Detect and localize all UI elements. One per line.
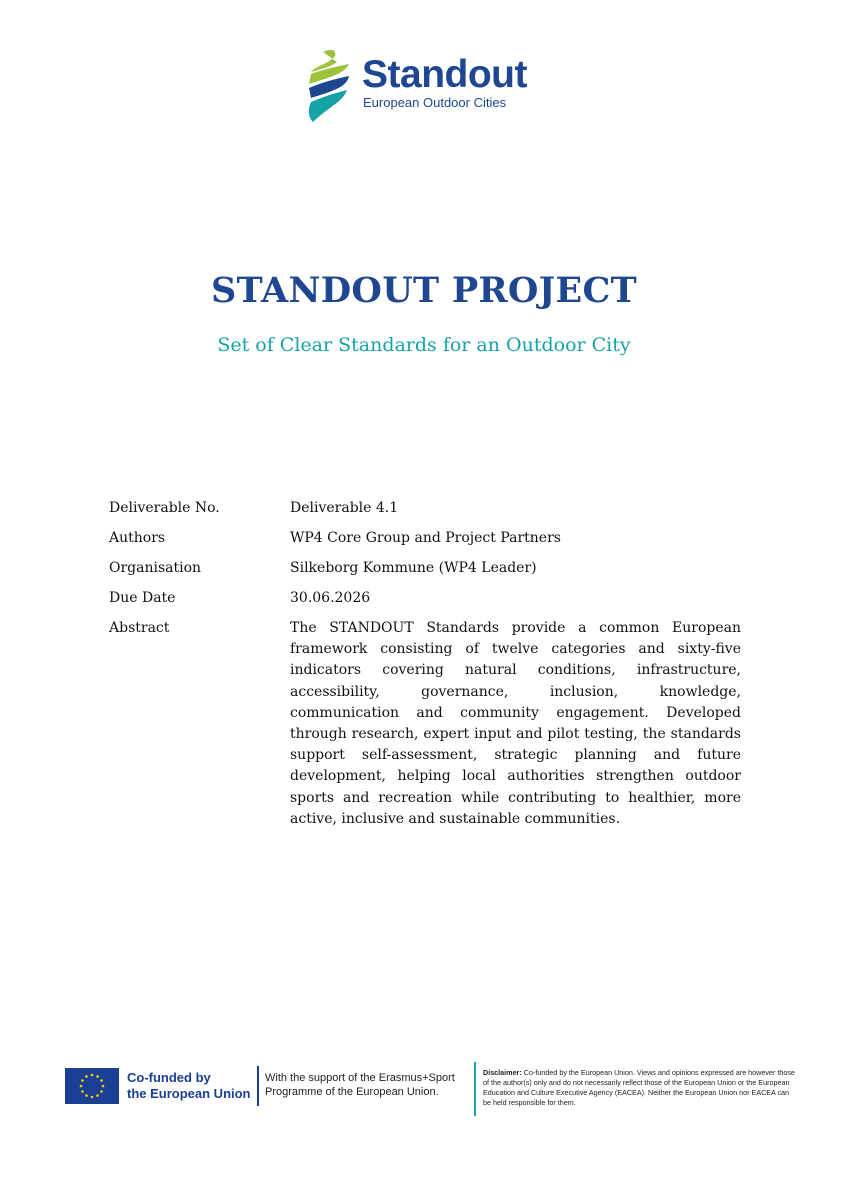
meta-label: Abstract bbox=[109, 620, 170, 636]
cofunded-line-1: Co-funded by bbox=[127, 1070, 211, 1085]
metadata-table bbox=[109, 498, 741, 839]
support-text bbox=[265, 1071, 455, 1099]
meta-value: 30.06.2026 bbox=[290, 590, 371, 606]
disclaimer bbox=[483, 1068, 795, 1108]
meta-row-deliverable bbox=[109, 498, 741, 519]
eu-star-icon bbox=[85, 1094, 88, 1097]
eu-star-icon bbox=[91, 1074, 94, 1077]
eu-star-icon bbox=[96, 1094, 99, 1097]
cofunded-line-2: the European Union bbox=[127, 1086, 251, 1101]
meta-row-abstract bbox=[109, 618, 741, 830]
abstract-text: The STANDOUT Standards provide a common European framework consisting of twelve categories and sixty-five indicators covering natural conditions, infrastructure, accessibility, governance, inclusion, knowledge, communication and community engagement. Developed through research, expert input and pilot testing, the standards support self-assessment, strategic planning and future development, helping local authorities strengthen outdoor sports and recreation while contributing to healthier, more active, inclusive and sustainable communities. bbox=[290, 620, 741, 827]
eu-star-icon bbox=[80, 1085, 83, 1088]
meta-label: Deliverable No. bbox=[109, 500, 220, 516]
support-line-1: With the support of the Erasmus+Sport bbox=[265, 1072, 455, 1084]
footer bbox=[65, 1062, 795, 1122]
eu-star-icon bbox=[96, 1075, 99, 1078]
meta-label: Authors bbox=[109, 530, 166, 546]
meta-row-organisation bbox=[109, 558, 741, 579]
logo-tagline: European Outdoor Cities bbox=[363, 95, 507, 110]
standout-logo bbox=[305, 48, 545, 128]
standout-logo-icon bbox=[305, 48, 353, 124]
eu-star-icon bbox=[81, 1090, 84, 1093]
document-subtitle: Set of Clear Standards for an Outdoor City bbox=[217, 334, 631, 356]
support-line-2: Programme of the European Union. bbox=[265, 1086, 439, 1098]
eu-star-icon bbox=[85, 1075, 88, 1078]
disclaimer-text: Co-funded by the European Union. Views and opinions expressed are however those of the author(s) only and do not necessarily reflect those of the European Union or the European Education and Culture Executive Agency (EACEA). Neither the European Union nor EACEA can be held responsible for them. bbox=[483, 1068, 795, 1107]
eu-star-icon bbox=[81, 1079, 84, 1082]
divider bbox=[474, 1062, 476, 1116]
meta-label: Organisation bbox=[109, 560, 202, 576]
eu-star-icon bbox=[100, 1079, 103, 1082]
document-title: STANDOUT PROJECT bbox=[211, 270, 637, 311]
divider bbox=[257, 1066, 259, 1106]
meta-row-authors bbox=[109, 528, 741, 549]
meta-value: Deliverable 4.1 bbox=[290, 500, 399, 516]
meta-value: Silkeborg Kommune (WP4 Leader) bbox=[290, 560, 537, 576]
eu-flag-icon bbox=[65, 1068, 119, 1104]
meta-label: Due Date bbox=[109, 590, 176, 606]
disclaimer-label: Disclaimer: bbox=[483, 1068, 522, 1077]
eu-star-icon bbox=[102, 1085, 105, 1088]
eu-star-icon bbox=[100, 1090, 103, 1093]
meta-row-due-date bbox=[109, 588, 741, 609]
meta-value: WP4 Core Group and Project Partners bbox=[290, 530, 561, 546]
logo-wordmark: Standout bbox=[362, 53, 527, 96]
eu-star-icon bbox=[91, 1096, 94, 1099]
cofunded-label bbox=[127, 1070, 251, 1102]
